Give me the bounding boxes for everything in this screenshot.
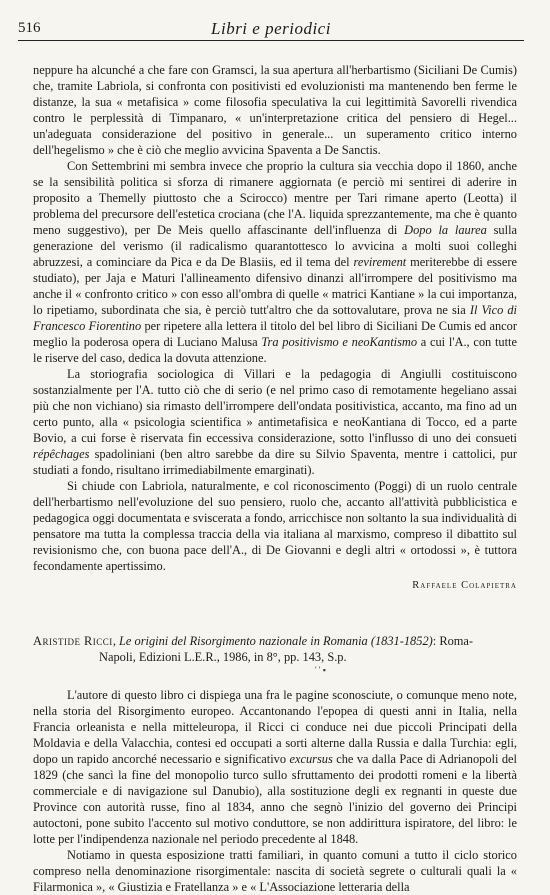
review1-paragraph-1: neppure ha alcunché a che fare con Gramsci, la sua apertura all'herbartismo (Siciliani De Cumis) che, tramite Labriola, si confronta con positivisti ed evoluzionisti ma mantenendo ben ferme le distanze, la sua « metafisica » come filosofia speculativa la cui legittimità Savorelli rivendica contro le perplessità di Timpanaro, « un'interpretazione critica del pensiero di Hegel... un'adeguata considerazione del positivo in generale... un superamento critico interno dell'hegelismo » che è ciò che meglio avvicina Spaventa a De Sanctis. (33, 63, 517, 157)
text-run: sulla generazione del verismo (il radicalismo quarantottesco lo avvicina a molti suoi colleghi abruzzesi, a cominciare da Pica e da De Blasiis, ed il tema del (33, 223, 518, 269)
italic-term: répêchages (33, 447, 90, 461)
text-run: per ripetere alla lettera il titolo del bel libro di Siciliani De Cumis ed ancor meglio la poderosa opera di Luciano Malusa (33, 319, 517, 349)
book-title: Le origini del Risorgimento nazionale in Romania (1831-1852) (119, 634, 433, 648)
running-header (18, 16, 524, 41)
page-number: 516 (18, 20, 41, 36)
reviewer-signature: Raffaele Colapietra (412, 580, 517, 591)
italic-title: Tra positivismo e neoKantismo (261, 335, 418, 349)
text-run: a cui l'A., con tutte le riserve del caso, dedica la dovuta attenzione. (33, 335, 517, 365)
text-run: spadoliniani (ben altro sarebbe da dire su Silvio Spaventa, mentre i cattolici, pur studiati a fondo, risultano irrimediabilmente emarginati). (33, 447, 517, 477)
text-run: L'autore di questo libro ci dispiega una fra le pagine sconosciute, o comunque meno note, nella storia del Risorgimento europeo. Accantonando l'epopea di questi anni in Italia, nella Francia orleanista e nella mitteleuropa, il Ricci ci conduce nei due piccoli Principati della Moldavia e della Valacchia, contesi ed occupati a sorti alterne dalla Russia e dalla Turchia: egli, dopo un rapido ancorché necessario e significativo (33, 688, 517, 766)
text-run: Con Settembrini mi sembra invece che proprio la cultura sia vecchia dopo il 1860, anche se la sensibilità politica si sforza di rimanere aggiornata (e perciò mi sentirei di aderire in proposito a Themelly piuttosto che a Scirocco) mentre per Tari rimane aperto (Leotta) il problema del precursore dell'estetica crociana (che l'A. liquida sprezzantemente, ma che è quanto meno suggestivo), per De Meis quello affascinante dell'influenza di (33, 159, 517, 237)
italic-title: Dopo la laurea (404, 223, 487, 237)
spacer (33, 675, 517, 687)
italic-term: revirement (353, 255, 407, 269)
italic-term: excursus (289, 752, 333, 766)
print-mark: ' ' ▪ (315, 665, 326, 675)
heading-separator: , (112, 634, 120, 648)
review2-paragraph-2: Notiamo in questa esposizione tratti familiari, in quanto comuni a tutto il ciclo storico compreso nella denominazione risorgimentale: nascita di società segrete o culturali quali la « Filarmonica », « Giustizia e Fratellanza » e « L'Associazione letteraria della (33, 848, 517, 894)
review1-paragraph-3 (33, 366, 517, 478)
publication-info: : Roma- (432, 634, 474, 648)
publication-info-continued: Napoli, Edizioni L.E.R., 1986, in 8°, pp. 143, S.p. (99, 650, 347, 664)
text-run: meriterebbe di essere studiato), per Jaja e Maturi l'allineamento difensivo dinanzi all'irrompere del positivismo ma anche il « confronto critico » con esso all'ombra di quelle « matrici Kantiane » la cui importanza, lo ripetiamo, subordinata che sia, è perciò tutt'altro che da sottovalutare, prova ne sia (33, 255, 517, 317)
running-title: Libri e periodici (211, 19, 331, 38)
review2-heading (33, 633, 517, 675)
book-author: Aristide Ricci (33, 634, 113, 648)
text-run: La storiografia sociologica di Villari e la pedagogia di Angiulli costituiscono sostanzialmente per l'A. tutto ciò che di serio (e nel primo caso di remotamente hegeliano assai più che non vichiano) sia rimasto dell'irrompere dell'ondata positivistica, accanto, ma fino ad un certo punto, alla « psicologia scientifica » antimetafisica e neoKantiana di Tocco, ed a parte Bovio, a cui forse è riservata fin eccessiva considerazione, sotto l'influsso di uno dei consueti (33, 367, 517, 445)
page-body (33, 62, 517, 895)
italic-title: Il Vico di Francesco Fiorentino (33, 303, 517, 333)
review1-paragraph-4: Si chiude con Labriola, naturalmente, e col riconoscimento (Poggi) di un ruolo centrale dell'herbartismo nell'evoluzione del suo pensiero, ruolo che, accanto all'attività pubblicistica e pedagogica oggi documentata e sviscerata a fondo, arricchisce non soltanto la sua individualità di pensatore ma tutta la complessa traccia della via italiana al marxismo, compreso il dibattito sul revisionismo che, con buona pace dell'A., di De Giovanni e degli altri « ortodossi », è tuttora fecondamente apertissimo. (33, 479, 517, 573)
text-run: che va dalla Pace di Adrianopoli del 1829 (che sancì la fine del monopolio turco sullo sfruttamento dei prodotti romeni e la libertà commerciale e di navigazione sul Danubio), alla sostituzione degli ex regnanti in queste due Province con autorità russe, fino al 1834, anno che segnò l'inizio del governo dei Principi autoctoni, pone subito l'accento sul motivo conduttore, se non addirittura ispiratore, del libro: le lotte per l'indipendenza nazionale nel periodo precedente al 1848. (33, 752, 518, 846)
review1-paragraph-2 (33, 158, 517, 366)
review2-paragraph-1 (33, 687, 517, 847)
